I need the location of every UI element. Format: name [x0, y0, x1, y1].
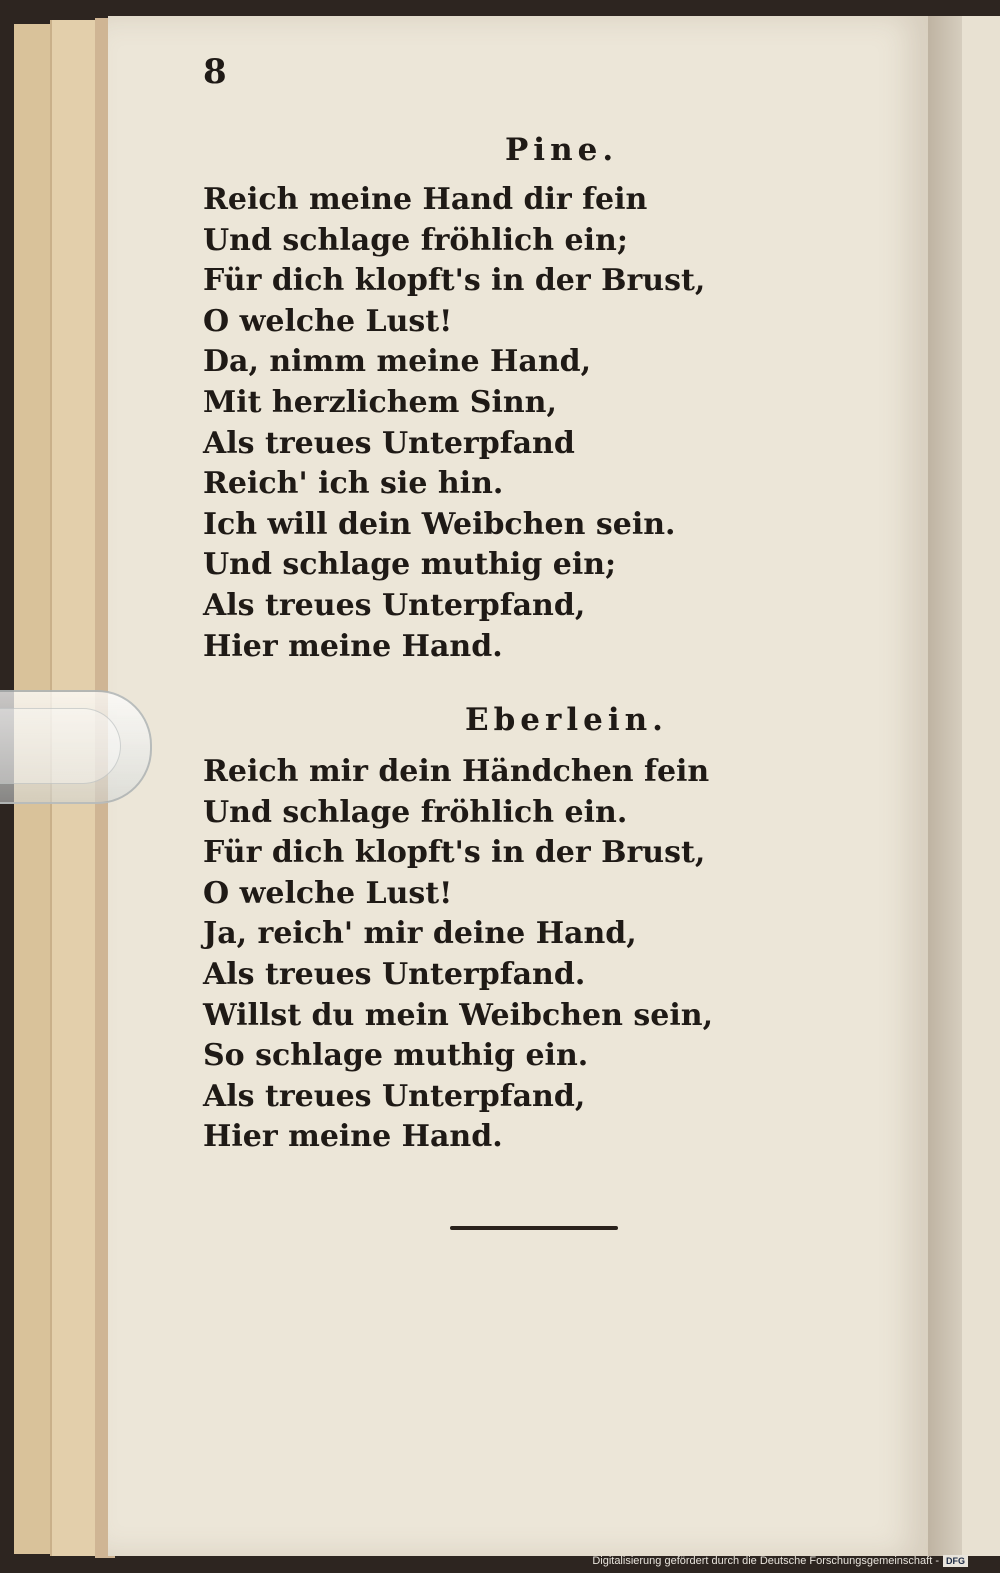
end-rule: [450, 1226, 618, 1230]
credit-text: Digitalisierung gefördert durch die Deutsche Forschungsgemeinschaft -: [592, 1555, 939, 1567]
verse-line: Da, nimm meine Hand,: [203, 344, 592, 380]
verse-line: Willst du mein Weibchen sein,: [203, 997, 714, 1033]
section-heading-pine: Pine.: [505, 132, 619, 168]
verse-line: O welche Lust!: [203, 875, 453, 911]
verse-line: Reich mir dein Händchen fein: [203, 754, 710, 789]
digitization-credit: [592, 1555, 968, 1567]
plastic-page-clip: [0, 690, 152, 804]
verse-line: Hier meine Hand.: [203, 1119, 503, 1155]
verse-line: Ich will dein Weibchen sein.: [203, 506, 676, 542]
section-heading-eberlein: Eberlein.: [465, 702, 668, 738]
facing-page: [962, 16, 1000, 1556]
verse-line: Für dich klopft's in der Brust,: [203, 835, 706, 871]
dfg-logo: DFG: [943, 1555, 968, 1567]
verse-eberlein: [203, 752, 713, 1158]
verse-line: So schlage muthig ein.: [203, 1038, 589, 1074]
verse-line: Als treues Unterpfand: [203, 425, 575, 461]
clip-highlight: [0, 708, 121, 784]
verse-line: Als treues Unterpfand,: [203, 587, 586, 623]
verse-line: Reich meine Hand dir fein: [203, 182, 648, 217]
verse-line: O welche Lust!: [203, 303, 453, 339]
verse-line: Hier meine Hand.: [203, 628, 503, 664]
verse-line: Als treues Unterpfand,: [203, 1078, 586, 1114]
verse-line: Und schlage fröhlich ein;: [203, 222, 628, 258]
verse-line: Als treues Unterpfand.: [203, 956, 586, 992]
verse-line: Reich' ich sie hin.: [203, 466, 504, 502]
verse-line: Und schlage fröhlich ein.: [203, 794, 628, 830]
page-number: 8: [203, 52, 227, 92]
verse-line: Mit herzlichem Sinn,: [203, 384, 557, 420]
verse-pine: [203, 180, 705, 667]
verse-line: Und schlage muthig ein;: [203, 547, 617, 583]
verse-line: Ja, reich' mir deine Hand,: [203, 916, 637, 952]
verse-line: Für dich klopft's in der Brust,: [203, 263, 706, 299]
